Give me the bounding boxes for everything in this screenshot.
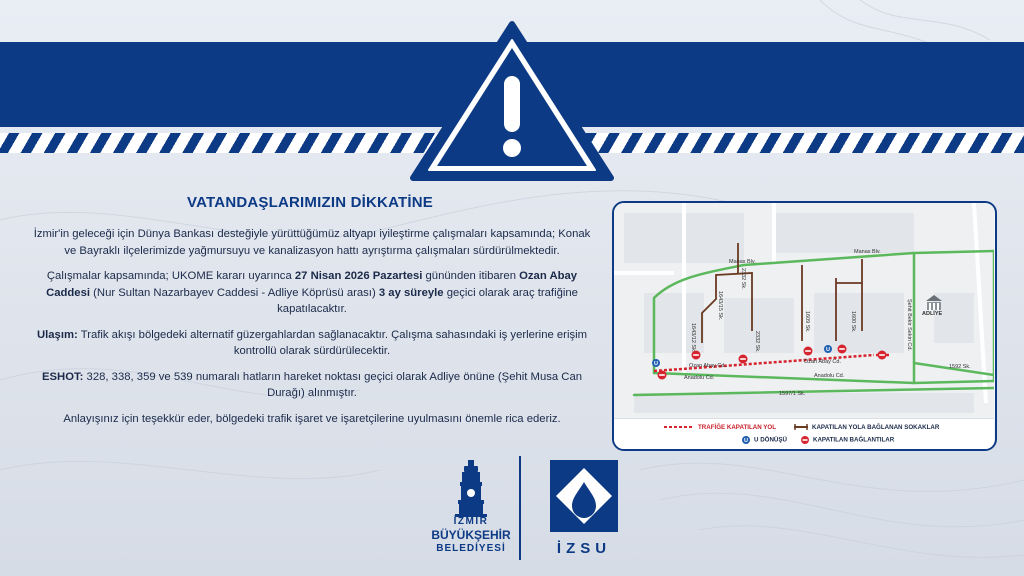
svg-text:2332 Sk.: 2332 Sk. bbox=[740, 268, 746, 290]
svg-text:1592 Sk.: 1592 Sk. bbox=[949, 364, 971, 370]
legend-closed-connections: KAPATILAN BAĞLANTILAR bbox=[801, 436, 894, 444]
svg-text:Ozan Abay Cd.: Ozan Abay Cd. bbox=[804, 359, 841, 365]
paragraph-intro: İzmir'in geleceği için Dünya Bankası desteğiyle yürüttüğümüz altyapı iyileştirme çalışmaları kapsamında; Konak ve Bayraklı ilçelerimizde yağmursuyu ve kanalizasyon hattı ayrıştırma çalışmaları sürdürülmektedir. bbox=[33, 228, 591, 257]
legend-u-turn: U U DÖNÜŞÜ bbox=[742, 436, 787, 444]
svg-text:U: U bbox=[654, 361, 658, 368]
svg-text:1609 Sk.: 1609 Sk. bbox=[804, 311, 810, 333]
svg-text:Anadolu Cd.: Anadolu Cd. bbox=[684, 375, 715, 381]
izsu-logo-text: İZSU bbox=[556, 540, 612, 557]
izmir-logo-text-1: İZMİR bbox=[453, 516, 489, 527]
paragraph-transport: Ulaşım: Trafik akışı bölgedeki alternatif güzergahlardan sağlanacaktır. Çalışma sahasındaki iş yerlerine erişim kontrollü olarak sürdürülecektir. bbox=[36, 328, 588, 357]
warning-triangle-icon bbox=[407, 18, 617, 183]
svg-text:Ozan Abay Cd.: Ozan Abay Cd. bbox=[689, 363, 726, 369]
izmir-logo-text-2: BÜYÜKŞEHİR bbox=[431, 528, 511, 542]
svg-text:Anadolu Cd.: Anadolu Cd. bbox=[814, 373, 845, 379]
svg-text:U: U bbox=[744, 438, 748, 444]
svg-text:1643/15 Sk.: 1643/15 Sk. bbox=[717, 291, 723, 321]
svg-text:Manas Blv.: Manas Blv. bbox=[854, 249, 881, 255]
svg-text:Manas Blv.: Manas Blv. bbox=[729, 259, 756, 265]
svg-text:1597/1 Sk.: 1597/1 Sk. bbox=[779, 391, 806, 397]
izmir-logo-text-3: BELEDİYESİ bbox=[436, 543, 506, 554]
svg-text:2332 Sk.: 2332 Sk. bbox=[754, 331, 760, 353]
notice-body bbox=[32, 226, 592, 436]
map-canvas bbox=[614, 203, 994, 419]
road-closure-map bbox=[612, 201, 997, 451]
legend-connected-streets: KAPATILAN YOLA BAĞLANAN SOKAKLAR bbox=[812, 424, 940, 431]
svg-text:U: U bbox=[826, 347, 830, 354]
paragraph-closure: Çalışmalar kapsamında; UKOME kararı uyarınca 27 Nisan 2026 Pazartesi gününden itibaren Ozan Abay Caddesi (Nur Sultan Nazarbayev Caddesi - Adliye Köprüsü arası) 3 ay süreyle geçici olarak araç trafiğine kapatılacaktır. bbox=[46, 270, 578, 315]
svg-text:1600 Sk.: 1600 Sk. bbox=[850, 311, 856, 333]
paragraph-eshot: ESHOT: 328, 338, 359 ve 539 numaralı hatların hareket noktası geçici olarak Adliye önüne (Şehit Musa Can Durağı) alınmıştır. bbox=[41, 370, 583, 399]
svg-text:Şehit Bekir Sekin Cd.: Şehit Bekir Sekin Cd. bbox=[906, 299, 912, 351]
svg-text:1643/12 Sk.: 1643/12 Sk. bbox=[690, 323, 696, 353]
paragraph-thanks: Anlayışınız için teşekkür eder, bölgedeki trafik işaret ve işaretçilerine uyulmasını önemle rica ederiz. bbox=[63, 412, 561, 425]
svg-text:ADLİYE: ADLİYE bbox=[922, 311, 943, 317]
map-legend bbox=[614, 418, 994, 450]
legend-closed-road: TRAFİĞE KAPATILAN YOL bbox=[698, 424, 777, 431]
notice-heading: VATANDAŞLARIMIZIN DİKKATİNE bbox=[187, 194, 433, 211]
logo-divider bbox=[519, 456, 521, 560]
